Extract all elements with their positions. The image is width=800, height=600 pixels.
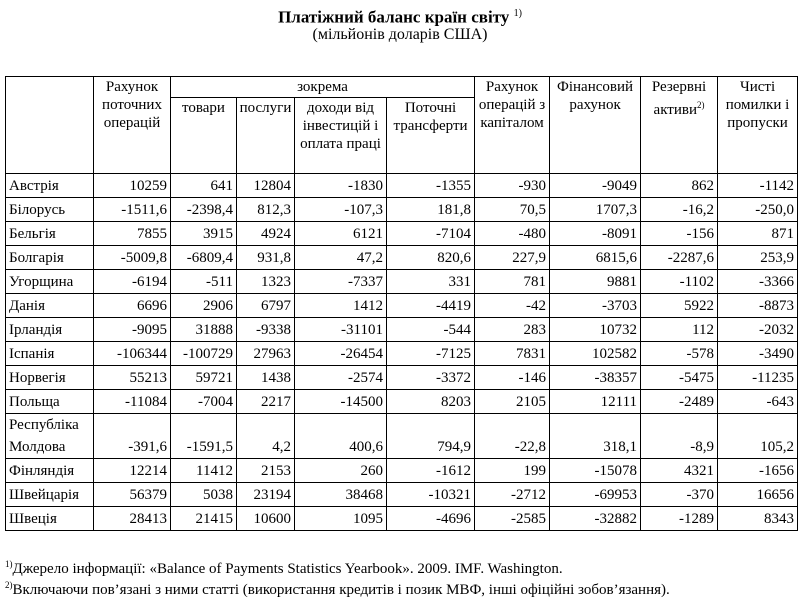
value-cell: -31101 xyxy=(295,318,387,342)
value-cell: -1289 xyxy=(641,507,718,531)
value-cell: 28413 xyxy=(94,507,171,531)
value-cell: -2032 xyxy=(718,318,798,342)
value-cell: -250,0 xyxy=(718,198,798,222)
value-cell: -391,6 xyxy=(94,414,171,459)
value-cell: -6809,4 xyxy=(171,246,237,270)
value-cell: 4321 xyxy=(641,459,718,483)
value-cell: -2489 xyxy=(641,390,718,414)
country-cell: Республіка Молдова xyxy=(6,414,94,459)
value-cell: -14500 xyxy=(295,390,387,414)
value-cell: 59721 xyxy=(171,366,237,390)
value-cell: 102582 xyxy=(550,342,641,366)
value-cell: -4419 xyxy=(387,294,475,318)
value-cell: 1323 xyxy=(237,270,295,294)
country-cell: Швеція xyxy=(6,507,94,531)
value-cell: -16,2 xyxy=(641,198,718,222)
value-cell: 112 xyxy=(641,318,718,342)
value-cell: -5009,8 xyxy=(94,246,171,270)
value-cell: -1102 xyxy=(641,270,718,294)
value-cell: -3366 xyxy=(718,270,798,294)
table-row xyxy=(6,483,798,507)
footnote-2-mark: 2) xyxy=(5,580,13,590)
country-cell: Ірландія xyxy=(6,318,94,342)
value-cell: -10321 xyxy=(387,483,475,507)
footnote-1 xyxy=(5,555,563,578)
table-row xyxy=(6,414,798,459)
balance-of-payments-table xyxy=(5,76,798,531)
value-cell: 6121 xyxy=(295,222,387,246)
value-cell: 820,6 xyxy=(387,246,475,270)
value-cell: 16656 xyxy=(718,483,798,507)
value-cell: -7337 xyxy=(295,270,387,294)
value-cell: 283 xyxy=(475,318,550,342)
value-cell: 8343 xyxy=(718,507,798,531)
header-transfers: Поточні трансферти xyxy=(387,98,475,174)
header-goods: товари xyxy=(171,98,237,174)
header-errors-omissions: Чисті помилки і пропуски xyxy=(718,77,798,174)
table-row xyxy=(6,390,798,414)
table-row xyxy=(6,222,798,246)
value-cell: 260 xyxy=(295,459,387,483)
page-title-text: Платіжний баланс країн світу xyxy=(278,7,510,27)
table-row xyxy=(6,294,798,318)
value-cell: 1707,3 xyxy=(550,198,641,222)
value-cell: -544 xyxy=(387,318,475,342)
table-row xyxy=(6,174,798,198)
value-cell: 10259 xyxy=(94,174,171,198)
country-cell: Данія xyxy=(6,294,94,318)
value-cell: 2217 xyxy=(237,390,295,414)
value-cell: 10732 xyxy=(550,318,641,342)
footnote-2-text: Включаючи пов’язані з ними статті (використання кредитів і позик МВФ, інші офіційні зобов’язання). xyxy=(12,582,670,598)
value-cell: -146 xyxy=(475,366,550,390)
value-cell: -2398,4 xyxy=(171,198,237,222)
value-cell: -511 xyxy=(171,270,237,294)
header-country xyxy=(6,77,94,174)
value-cell: 781 xyxy=(475,270,550,294)
value-cell: 56379 xyxy=(94,483,171,507)
value-cell: 38468 xyxy=(295,483,387,507)
header-reserve-assets: Резервні активи$^{2)}$ xyxy=(641,77,718,174)
table-row xyxy=(6,318,798,342)
value-cell: 2906 xyxy=(171,294,237,318)
value-cell: 31888 xyxy=(171,318,237,342)
value-cell: -11084 xyxy=(94,390,171,414)
header-current-account: Рахунок поточних операцій xyxy=(94,77,171,174)
country-cell: Австрія xyxy=(6,174,94,198)
value-cell: 21415 xyxy=(171,507,237,531)
value-cell: -8873 xyxy=(718,294,798,318)
value-cell: -5475 xyxy=(641,366,718,390)
footnote-1-text: Джерело інформації: «Balance of Payments Statistics Yearbook». 2009. IMF. Washington. xyxy=(12,561,563,577)
footnote-1-mark: 1) xyxy=(5,559,13,569)
value-cell: -2712 xyxy=(475,483,550,507)
value-cell: -9095 xyxy=(94,318,171,342)
value-cell: 6797 xyxy=(237,294,295,318)
value-cell: -69953 xyxy=(550,483,641,507)
country-cell: Білорусь xyxy=(6,198,94,222)
table-row xyxy=(6,342,798,366)
value-cell: -8,9 xyxy=(641,414,718,459)
value-cell: -1612 xyxy=(387,459,475,483)
header-services: послуги xyxy=(237,98,295,174)
value-cell: 1095 xyxy=(295,507,387,531)
table-row xyxy=(6,459,798,483)
value-cell: 4,2 xyxy=(237,414,295,459)
value-cell: -1511,6 xyxy=(94,198,171,222)
country-cell: Норвегія xyxy=(6,366,94,390)
value-cell: 862 xyxy=(641,174,718,198)
country-cell: Швейцарія xyxy=(6,483,94,507)
footnote-2 xyxy=(5,576,670,599)
value-cell: -578 xyxy=(641,342,718,366)
value-cell: -7125 xyxy=(387,342,475,366)
value-cell: -1355 xyxy=(387,174,475,198)
country-cell: Іспанія xyxy=(6,342,94,366)
value-cell: -2574 xyxy=(295,366,387,390)
value-cell: 2153 xyxy=(237,459,295,483)
value-cell: -22,8 xyxy=(475,414,550,459)
value-cell: -100729 xyxy=(171,342,237,366)
value-cell: 70,5 xyxy=(475,198,550,222)
value-cell: 12214 xyxy=(94,459,171,483)
value-cell: 105,2 xyxy=(718,414,798,459)
value-cell: -106344 xyxy=(94,342,171,366)
table-row xyxy=(6,246,798,270)
value-cell: 794,9 xyxy=(387,414,475,459)
table-row xyxy=(6,507,798,531)
value-cell: -2585 xyxy=(475,507,550,531)
value-cell: 9881 xyxy=(550,270,641,294)
value-cell: -3372 xyxy=(387,366,475,390)
value-cell: 11412 xyxy=(171,459,237,483)
value-cell: -9049 xyxy=(550,174,641,198)
country-cell: Фінляндія xyxy=(6,459,94,483)
table-row xyxy=(6,198,798,222)
value-cell: 47,2 xyxy=(295,246,387,270)
value-cell: 2105 xyxy=(475,390,550,414)
value-cell: 10600 xyxy=(237,507,295,531)
header-capital-account: Рахунок операцій з капіталом xyxy=(475,77,550,174)
value-cell: -15078 xyxy=(550,459,641,483)
value-cell: -1656 xyxy=(718,459,798,483)
value-cell: 199 xyxy=(475,459,550,483)
value-cell: 23194 xyxy=(237,483,295,507)
value-cell: 12804 xyxy=(237,174,295,198)
value-cell: -7104 xyxy=(387,222,475,246)
value-cell: -3490 xyxy=(718,342,798,366)
value-cell: 318,1 xyxy=(550,414,641,459)
value-cell: 7855 xyxy=(94,222,171,246)
value-cell: -9338 xyxy=(237,318,295,342)
country-cell: Угорщина xyxy=(6,270,94,294)
table-row xyxy=(6,270,798,294)
value-cell: -480 xyxy=(475,222,550,246)
value-cell: 400,6 xyxy=(295,414,387,459)
value-cell: -26454 xyxy=(295,342,387,366)
page-subtitle: (мільйонів доларів США) xyxy=(312,26,488,43)
value-cell: -42 xyxy=(475,294,550,318)
value-cell: 5922 xyxy=(641,294,718,318)
value-cell: 227,9 xyxy=(475,246,550,270)
value-cell: 7831 xyxy=(475,342,550,366)
value-cell: 3915 xyxy=(171,222,237,246)
country-cell: Польща xyxy=(6,390,94,414)
value-cell: -930 xyxy=(475,174,550,198)
value-cell: -7004 xyxy=(171,390,237,414)
value-cell: 8203 xyxy=(387,390,475,414)
value-cell: -3703 xyxy=(550,294,641,318)
value-cell: -156 xyxy=(641,222,718,246)
value-cell: 27963 xyxy=(237,342,295,366)
value-cell: 6696 xyxy=(94,294,171,318)
value-cell: -6194 xyxy=(94,270,171,294)
value-cell: 6815,6 xyxy=(550,246,641,270)
value-cell: 55213 xyxy=(94,366,171,390)
value-cell: 12111 xyxy=(550,390,641,414)
header-income: доходи від інвестицій і оплата праці xyxy=(295,98,387,174)
value-cell: 812,3 xyxy=(237,198,295,222)
value-cell: 931,8 xyxy=(237,246,295,270)
value-cell: 5038 xyxy=(171,483,237,507)
value-cell: -370 xyxy=(641,483,718,507)
value-cell: 4924 xyxy=(237,222,295,246)
header-zokrema: зокрема xyxy=(171,77,475,98)
value-cell: -643 xyxy=(718,390,798,414)
value-cell: -4696 xyxy=(387,507,475,531)
value-cell: -107,3 xyxy=(295,198,387,222)
table-row xyxy=(6,366,798,390)
value-cell: 1438 xyxy=(237,366,295,390)
value-cell: -32882 xyxy=(550,507,641,531)
value-cell: -2287,6 xyxy=(641,246,718,270)
page-title xyxy=(0,4,800,28)
value-cell: -1830 xyxy=(295,174,387,198)
country-cell: Болгарія xyxy=(6,246,94,270)
value-cell: 331 xyxy=(387,270,475,294)
value-cell: -11235 xyxy=(718,366,798,390)
value-cell: 1412 xyxy=(295,294,387,318)
title-footnote-mark: 1) xyxy=(513,8,522,19)
country-cell: Бельгія xyxy=(6,222,94,246)
header-financial-account: Фінансовий рахунок xyxy=(550,77,641,174)
value-cell: 253,9 xyxy=(718,246,798,270)
value-cell: -38357 xyxy=(550,366,641,390)
value-cell: -1142 xyxy=(718,174,798,198)
value-cell: -1591,5 xyxy=(171,414,237,459)
value-cell: 181,8 xyxy=(387,198,475,222)
value-cell: -8091 xyxy=(550,222,641,246)
value-cell: 641 xyxy=(171,174,237,198)
value-cell: 871 xyxy=(718,222,798,246)
